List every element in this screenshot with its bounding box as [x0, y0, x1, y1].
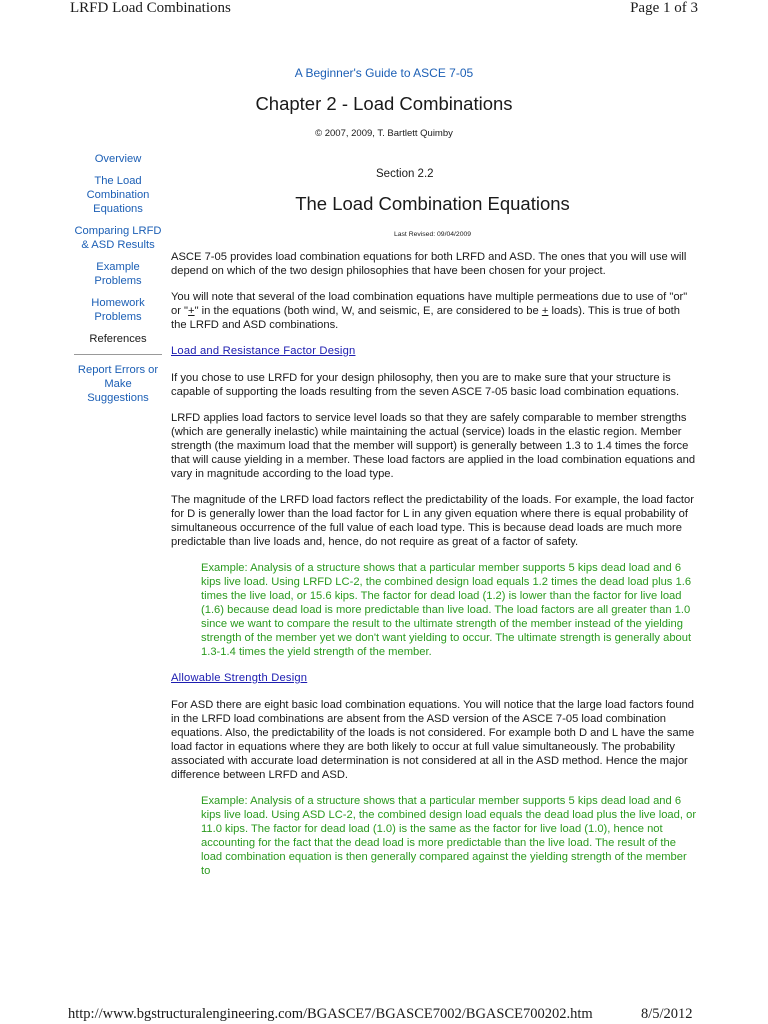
lrfd-paragraph-2: LRFD applies load factors to service level loads so that they are safely comparable to member strengths (which are generally inelastic) while maintaining the actual (service) loads in the elastic region. Member strength (the maximum load that the member will support) is generally between 1.3 to 1.4 times the force that will cause yielding in a member. These load factors are applied in the load combination equations and vary in magnitude according to the load type. [171, 412, 696, 480]
section-title: The Load Combination Equations [295, 193, 570, 214]
section-label: Section 2.2 [376, 168, 434, 180]
lrfd-paragraph-3: The magnitude of the LRFD load factors reflect the predictability of the loads. For example, the load factor for D is generally lower than the load factor for L in any given equation where there is equal probability of simultaneous occurrence of the full value of each load type. This is because dead loads are much more predictable than live loads and, hence, do not require as great of a factor of safety. [171, 494, 694, 548]
lrfd-heading-link[interactable]: Load and Resistance Factor Design [171, 345, 356, 357]
sidebar-item-references[interactable]: References [89, 333, 147, 345]
chapter-title: Chapter 2 - Load Combinations [255, 93, 513, 114]
asd-example: Example: Analysis of a structure shows that a particular member supports 5 kips dead load and 6 kips live load. Using ASD LC-2, the combined design load equals the dead load plus the live load, or 11.0 kips. The factor for dead load (1.0) is the same as the factor for live load (1.0), hence not accounting for the fact that the dead load is more predictable than the live load. The result of the load combination equation is then generally compared against the yielding strength of the member to [201, 795, 697, 877]
sidebar-item-report-errors[interactable]: Report Errors or Make Suggestions [77, 364, 159, 404]
sidebar-nav [74, 152, 162, 413]
main-content [171, 250, 697, 890]
sidebar-item-load-combination-equations[interactable]: The Load Combination Equations [86, 175, 150, 215]
asd-heading-link[interactable]: Allowable Strength Design [171, 672, 308, 684]
last-revised: Last Revised: 09/04/2009 [393, 231, 472, 238]
asd-heading-row [171, 671, 697, 685]
sidebar-item-homework-problems[interactable]: Homework Problems [91, 297, 145, 323]
print-header-page-number: Page 1 of 3 [630, 0, 698, 16]
sidebar-divider [74, 354, 162, 355]
plus-minus-symbol: + [188, 305, 195, 317]
intro-paragraph-2 [171, 290, 697, 332]
sidebar-item-comparing-lrfd-asd[interactable]: Comparing LRFD & ASD Results [74, 225, 162, 251]
intro-text-a: You will note that several of the load combination equations have multiple permeations due to use of "or" or " [171, 291, 688, 317]
copyright-notice: © 2007, 2009, T. Bartlett Quimby [315, 128, 453, 139]
print-footer-url: http://www.bgstructuralengineering.com/BGASCE7/BGASCE7002/BGASCE700202.htm [68, 1006, 593, 1022]
intro-paragraph-1: ASCE 7-05 provides load combination equations for both LRFD and ASD. The ones that you will use will depend on which of the two design philosophies that have been chosen for your project. [171, 251, 687, 277]
intro-text-b: " in the equations (both wind, W, and seismic, E, are considered to be [194, 305, 542, 317]
sidebar-item-example-problems[interactable]: Example Problems [94, 261, 142, 287]
intro-text-c: loads). This is true of both the LRFD and ASD combinations. [171, 305, 680, 331]
plus-minus-symbol: + [541, 305, 549, 317]
asd-paragraph-1: For ASD there are eight basic load combination equations. You will notice that the large load factors found in the LRFD load combinations are absent from the ASD version of the ASCE 7-05 load combination equations. Also, the predictability of the loads is not considered. For example both D and L have the same load factor in equations where they are both likely to occur at full value simultaneously. The probability associated with accurate load determination is not considered at all in the ASD method. Hence the major difference between LRFD and ASD. [171, 699, 695, 781]
sidebar-item-overview[interactable]: Overview [94, 153, 142, 165]
print-footer-date: 8/5/2012 [641, 1006, 693, 1022]
lrfd-example: Example: Analysis of a structure shows that a particular member supports 5 kips dead load and 6 kips live load. Using LRFD LC-2, the combined design load equals 1.2 times the dead load plus 1.6 times the live load, or 15.6 kips. The factor for dead load (1.2) is lower than the factor for live load (1.6) because dead load is more predictable than live load. The load factors are all greater than 1.0 since we want to compare the result to the ultimate strength of the member instead of the yielding strength of the member yet we don't want yielding to occur. The ultimate strength is generally about 1.3-1.4 times the yield strength of the member. [201, 562, 692, 658]
lrfd-paragraph-1: If you chose to use LRFD for your design philosophy, then you are to make sure that your structure is capable of supporting the loads resulting from the seven ASCE 7-05 basic load combination equations. [171, 372, 680, 398]
lrfd-heading-row [171, 344, 697, 358]
print-header-title: LRFD Load Combinations [70, 0, 231, 16]
guide-title-link[interactable]: A Beginner's Guide to ASCE 7-05 [294, 66, 474, 80]
